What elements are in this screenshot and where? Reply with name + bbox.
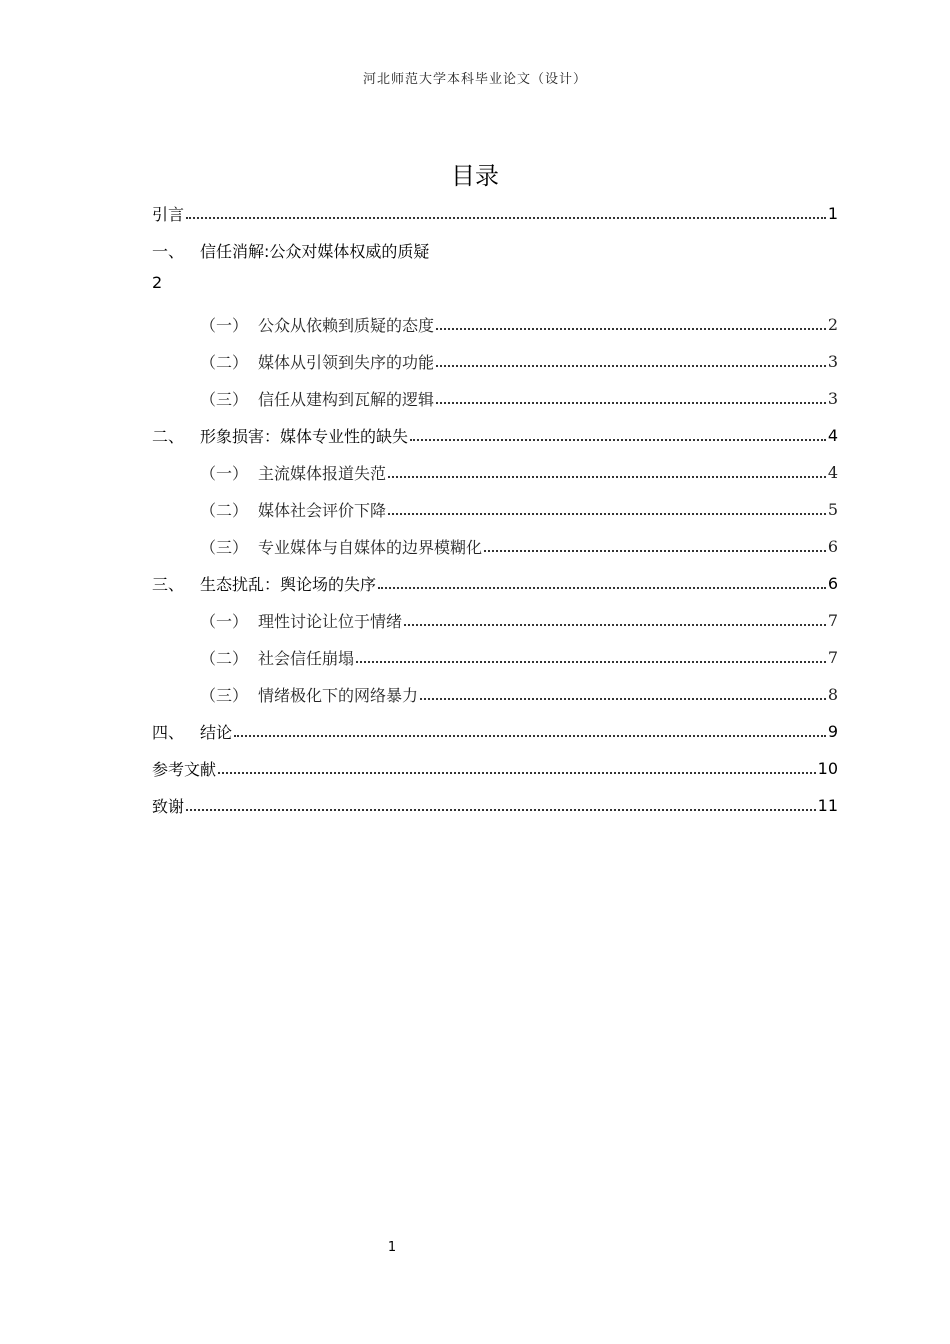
- dot-leader: [218, 772, 816, 774]
- toc-entry-chapter-1[interactable]: [152, 232, 838, 269]
- toc-entry-text: 情绪极化下的网络暴力: [258, 686, 419, 705]
- toc-entry-2-2[interactable]: [200, 491, 838, 528]
- toc-entry-chapter-3[interactable]: [152, 565, 838, 602]
- toc-page-number-wrapped: 2: [152, 273, 163, 292]
- dot-leader: [436, 402, 826, 404]
- dot-leader: [378, 587, 826, 589]
- toc-entry-number: （二）: [200, 353, 249, 372]
- toc-entry-number: （二）: [200, 649, 249, 668]
- toc-entry-text: 引言: [152, 205, 185, 224]
- toc-entry-3-2[interactable]: [200, 639, 838, 676]
- toc-page-number: 1: [827, 204, 838, 223]
- toc-page-number: 3: [827, 352, 838, 371]
- toc-entry-1-1[interactable]: [200, 306, 838, 343]
- toc-entry-number: （三）: [200, 538, 249, 557]
- toc-entry-number: （一）: [200, 612, 249, 631]
- toc-page-number: 4: [827, 463, 838, 482]
- toc-entry-number: （二）: [200, 501, 249, 520]
- toc-entry-text: 结论: [200, 723, 233, 742]
- toc-entry-2-3[interactable]: [200, 528, 838, 565]
- toc-entry-text: 公众从依赖到质疑的态度: [258, 316, 435, 335]
- toc-entry-text: 主流媒体报道失范: [258, 464, 387, 483]
- toc-entry-number: （三）: [200, 686, 249, 705]
- toc-entry-text: 专业媒体与自媒体的边界模糊化: [258, 538, 483, 557]
- toc-entry-number: 一、: [152, 242, 185, 261]
- dot-leader: [410, 439, 826, 441]
- toc-entry-references[interactable]: [152, 750, 838, 787]
- toc-entry-acknowledgements[interactable]: [152, 787, 838, 824]
- toc-entry-number: 二、: [152, 427, 185, 446]
- toc-entry-2-1[interactable]: [200, 454, 838, 491]
- toc-entry-number: 三、: [152, 575, 185, 594]
- toc-entry-3-1[interactable]: [200, 602, 838, 639]
- dot-leader: [234, 735, 826, 737]
- toc-entry-text: 理性讨论让位于情绪: [258, 612, 403, 631]
- toc-entry-text: 媒体社会评价下降: [258, 501, 387, 520]
- toc-entry-text: 生态扰乱：舆论场的失序: [200, 575, 377, 594]
- toc-entry-text: 社会信任崩塌: [258, 649, 355, 668]
- dot-leader: [420, 698, 826, 700]
- dot-leader: [388, 513, 826, 515]
- toc-page-number: 9: [827, 722, 838, 741]
- toc-page-number: 2: [827, 315, 838, 334]
- toc-entry-3-3[interactable]: [200, 676, 838, 713]
- toc-page-number: 6: [827, 574, 838, 593]
- toc-entry-number: （一）: [200, 316, 249, 335]
- toc-entry-number: （一）: [200, 464, 249, 483]
- toc-entry-text: 参考文献: [152, 760, 217, 779]
- toc-entry-chapter-4[interactable]: [152, 713, 838, 750]
- toc-page-number: 8: [827, 685, 838, 704]
- dot-leader: [356, 661, 826, 663]
- toc-page-number: 6: [827, 537, 838, 556]
- running-header: 河北师范大学本科毕业论文（设计）: [362, 72, 587, 87]
- toc-page-number: 3: [827, 389, 838, 408]
- toc-page-number: 7: [827, 648, 838, 667]
- toc-page-number: 4: [827, 426, 838, 445]
- dot-leader: [388, 476, 826, 478]
- dot-leader: [436, 365, 826, 367]
- toc-page-number: 10: [817, 759, 838, 778]
- toc-entry-text: 形象损害：媒体专业性的缺失: [200, 427, 409, 446]
- page-number-footer: 1: [387, 1240, 397, 1255]
- toc-entry-1-2[interactable]: [200, 343, 838, 380]
- toc-entry-text: 信任消解:公众对媒体权威的质疑: [200, 242, 430, 261]
- toc-page-number: 5: [827, 500, 838, 519]
- dot-leader: [404, 624, 826, 626]
- toc-entry-text: 信任从建构到瓦解的逻辑: [258, 390, 435, 409]
- toc-entry-text: 媒体从引领到失序的功能: [258, 353, 435, 372]
- toc-page-number: 11: [817, 796, 838, 815]
- toc-page-number: 7: [827, 611, 838, 630]
- toc-entry-1-3[interactable]: [200, 380, 838, 417]
- dot-leader: [186, 217, 826, 219]
- toc-entry-number: （三）: [200, 390, 249, 409]
- page-title: 目录: [451, 162, 499, 190]
- dot-leader: [436, 328, 826, 330]
- toc-entry-text: 致谢: [152, 797, 185, 816]
- toc-entry-intro[interactable]: [152, 195, 838, 232]
- toc-entry-chapter-2[interactable]: [152, 417, 838, 454]
- dot-leader: [186, 809, 816, 811]
- dot-leader: [484, 550, 826, 552]
- toc-entry-number: 四、: [152, 723, 185, 742]
